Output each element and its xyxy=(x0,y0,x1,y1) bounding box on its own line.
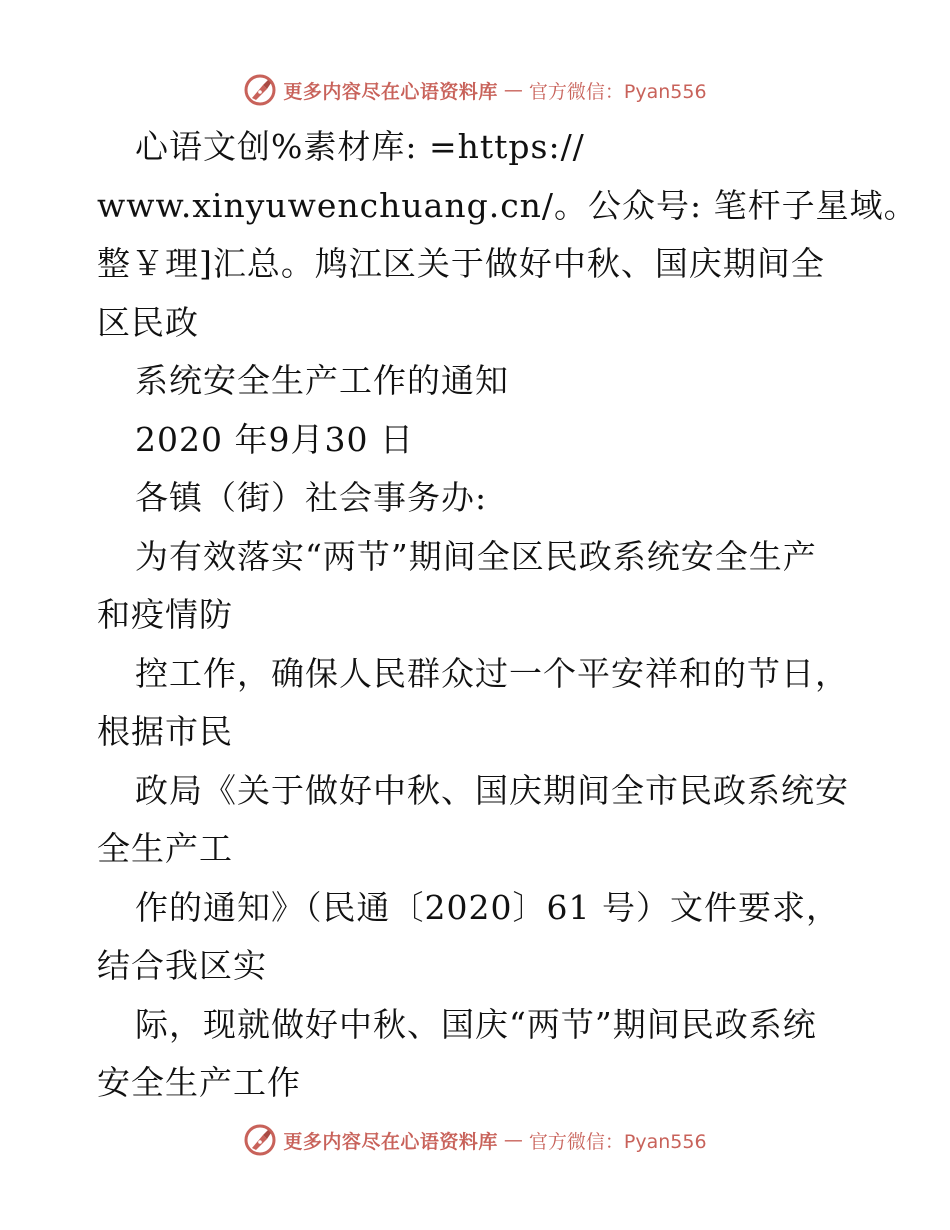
doc-line: 结合我区实 xyxy=(97,946,267,985)
doc-line: 控工作，确保人民群众过一个平安祥和的节日， xyxy=(135,653,849,693)
banner-separator: — xyxy=(503,79,523,101)
doc-line: 整￥理]汇总。鸠江区关于做好中秋、国庆期间全 xyxy=(97,244,825,283)
doc-line: 和疫情防 xyxy=(97,595,233,634)
doc-line: 际，现就做好中秋、国庆“两节”期间民政系统 xyxy=(135,1004,817,1044)
doc-line: 为有效落实“两节”期间全区民政系统安全生产 xyxy=(135,536,817,576)
banner-main-text: 更多内容尽在心语资料库 xyxy=(283,80,498,103)
pen-nib-logo-icon xyxy=(243,73,277,107)
doc-line: 政局《关于做好中秋、国庆期间全市民政系统安 xyxy=(135,770,849,810)
doc-salutation-line: 各镇（街）社会事务办: xyxy=(135,478,488,517)
doc-date-line: 2020 年9月30 日 xyxy=(135,419,414,459)
pen-nib-logo-icon xyxy=(243,1123,277,1157)
banner-wechat-text: 官方微信：Pyan556 xyxy=(528,80,707,103)
doc-line: 区民政 xyxy=(97,302,199,342)
doc-line: 心语文创%素材库: =https:// xyxy=(135,127,585,166)
banner-wechat-text: 官方微信：Pyan556 xyxy=(528,1130,707,1153)
doc-line: www.xinyuwenchuang.cn/。公众号: 笔杆子星域。 xyxy=(97,185,918,225)
banner-main-text: 更多内容尽在心语资料库 xyxy=(283,1130,498,1153)
footer-banner xyxy=(0,1120,950,1160)
doc-line: 根据市民 xyxy=(97,712,233,751)
banner-separator: — xyxy=(503,1129,523,1151)
header-banner xyxy=(0,70,950,110)
doc-line: 安全生产工作 xyxy=(97,1063,301,1102)
document-body xyxy=(97,118,918,1113)
doc-line: 作的通知》（民通〔2020〕61 号）文件要求， xyxy=(135,887,840,927)
doc-title-line: 系统安全生产工作的通知 xyxy=(135,361,509,400)
doc-line: 全生产工 xyxy=(97,829,233,868)
